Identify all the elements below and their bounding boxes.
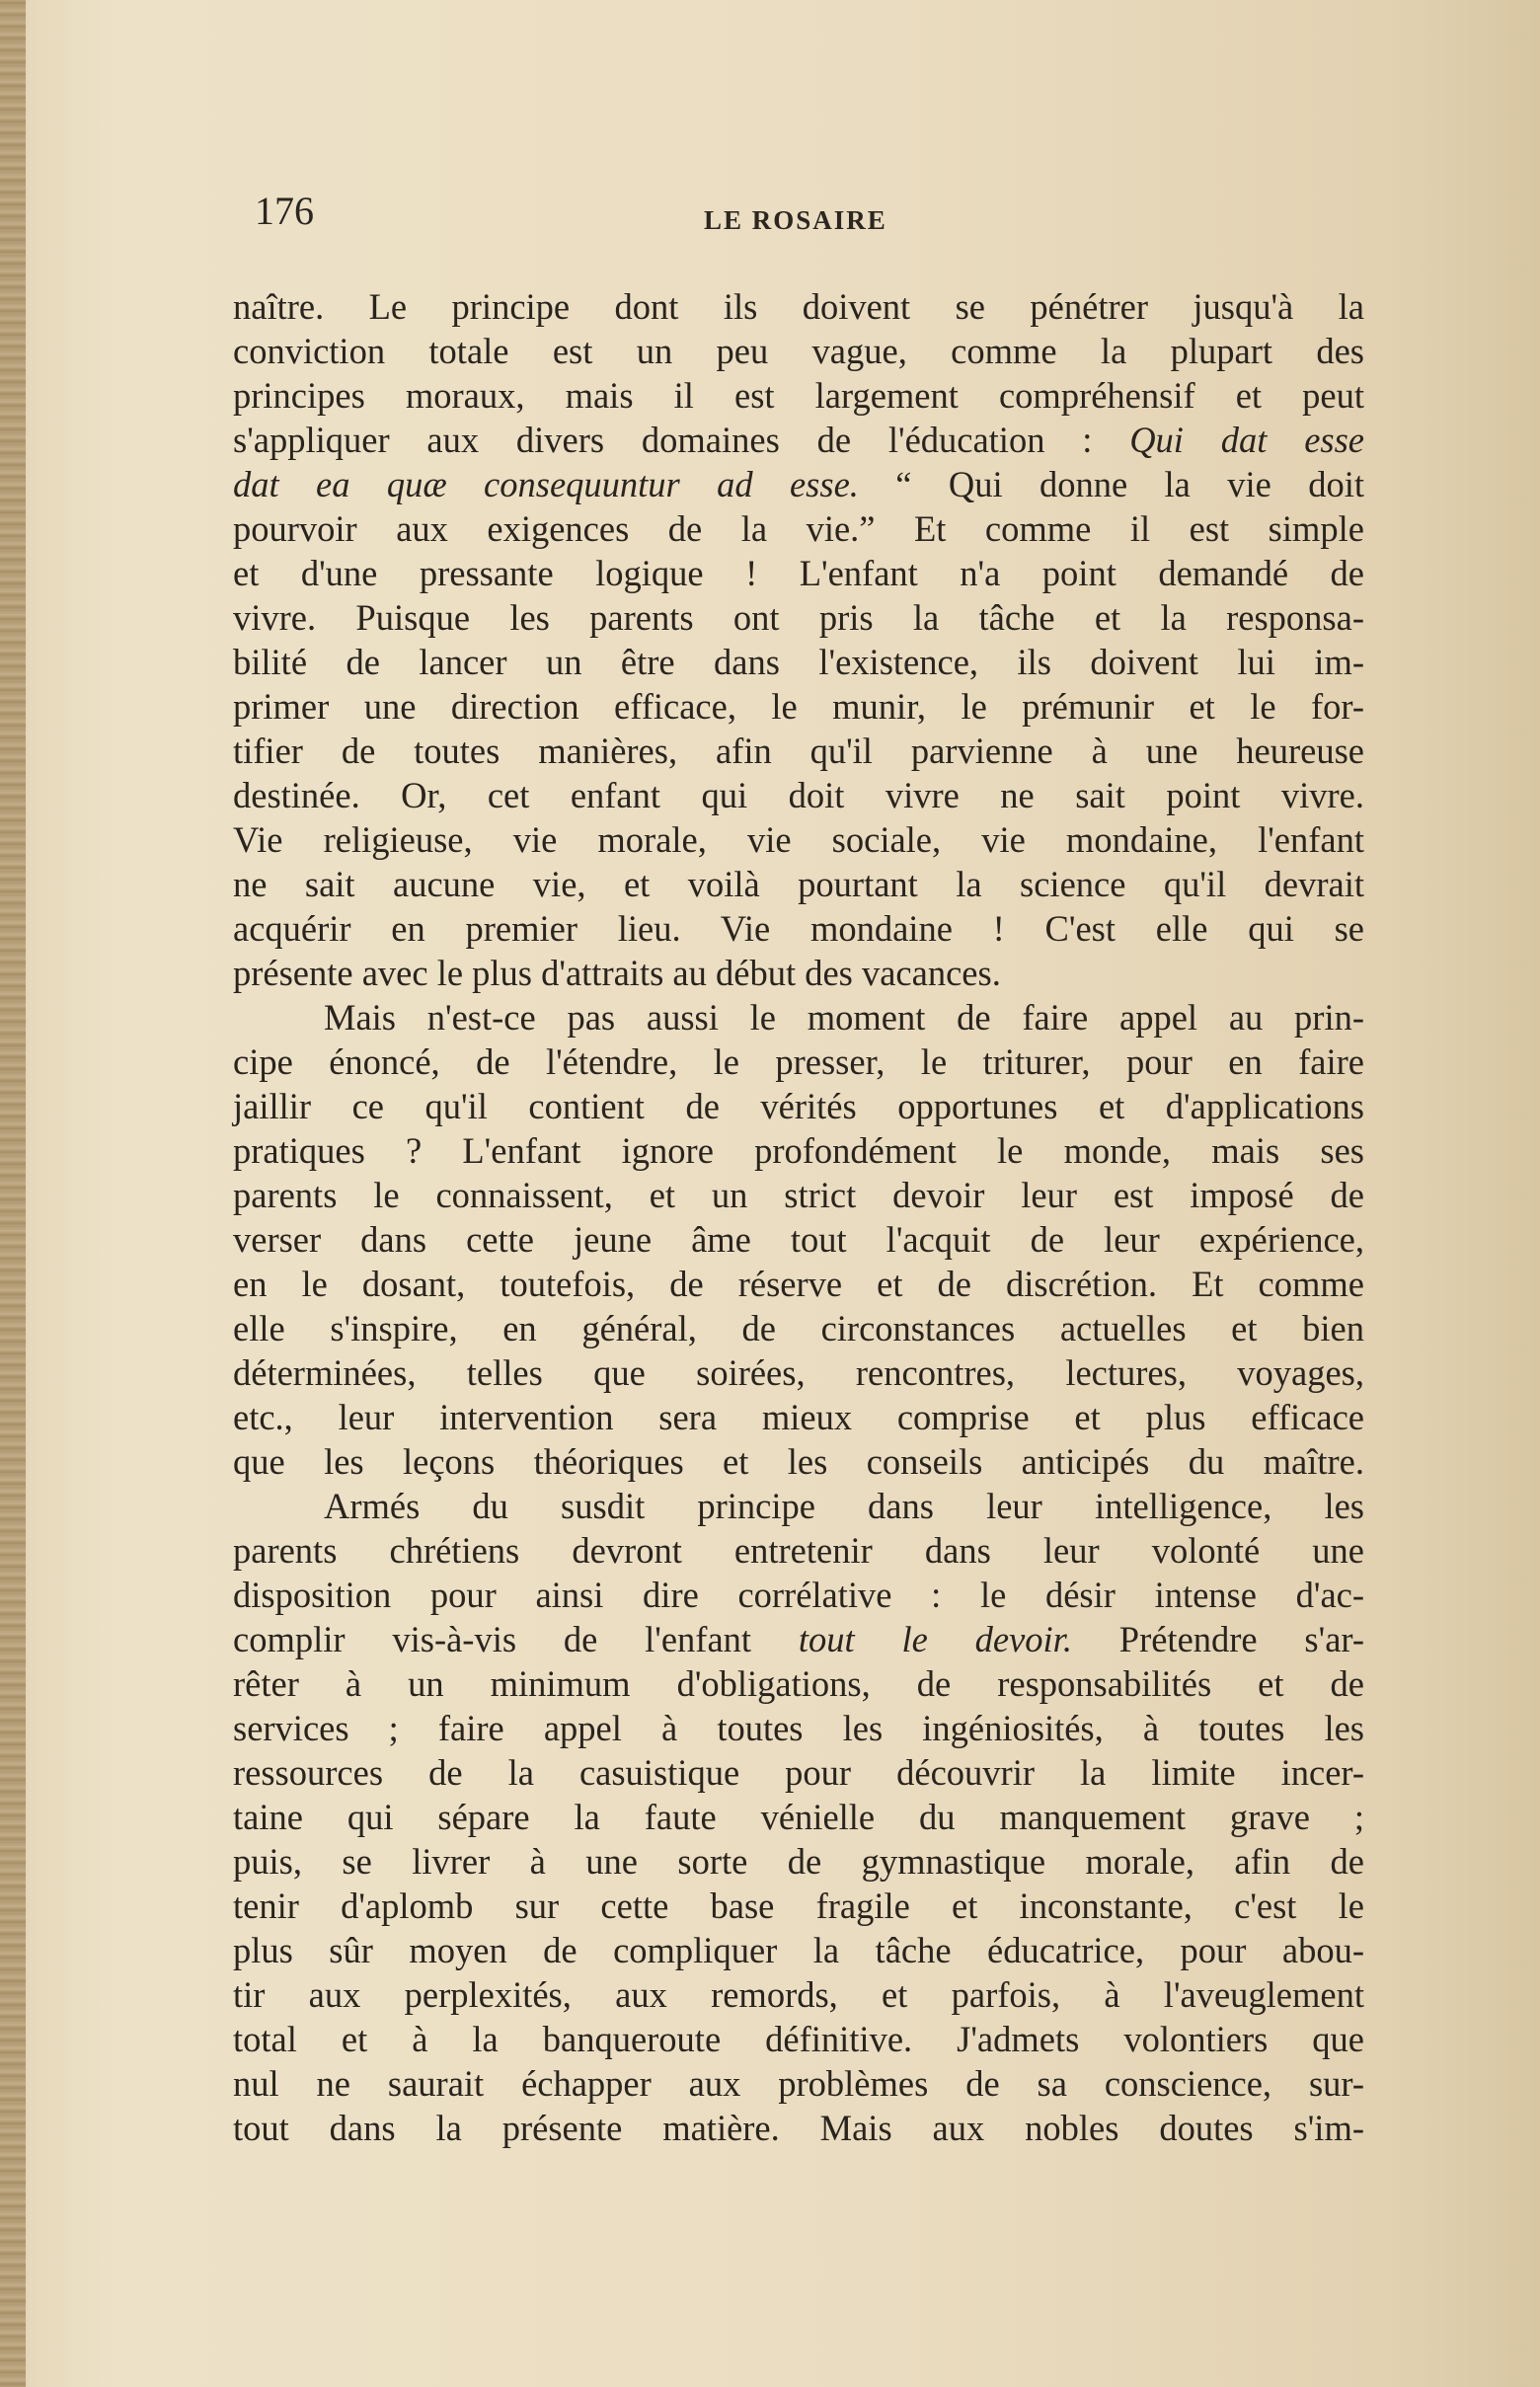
text-line: acquérir en premier lieu. Vie mondaine ! C'est elle qui se bbox=[233, 908, 1364, 949]
text-line: et d'une pressante logique ! L'enfant n'a point demandé de bbox=[233, 553, 1364, 593]
text-line: Armés du susdit principe dans leur intelligence, les bbox=[324, 1486, 1364, 1526]
text-line: plus sûr moyen de compliquer la tâche éducatrice, pour abou- bbox=[233, 1930, 1364, 1970]
text-line: elle s'inspire, en général, de circonstances actuelles et bien bbox=[233, 1308, 1364, 1348]
text-line: déterminées, telles que soirées, rencontres, lectures, voyages, bbox=[233, 1352, 1364, 1393]
text-line: tenir d'aplomb sur cette base fragile et inconstante, c'est le bbox=[233, 1886, 1364, 1926]
text-line: primer une direction efficace, le munir, le prémunir et le for- bbox=[233, 686, 1364, 727]
text-line: Mais n'est-ce pas aussi le moment de faire appel au prin- bbox=[324, 997, 1364, 1038]
body-text bbox=[233, 284, 1364, 2150]
text-line: ne sait aucune vie, et voilà pourtant la science qu'il devrait bbox=[233, 864, 1364, 904]
text-line: destinée. Or, cet enfant qui doit vivre ne sait point vivre. bbox=[233, 775, 1364, 815]
text-line bbox=[233, 418, 1364, 462]
text-line bbox=[233, 1617, 1364, 1661]
text-segment: s'appliquer aux divers domaines de l'éducation : bbox=[233, 420, 1130, 460]
text-line: naître. Le principe dont ils doivent se pénétrer jusqu'à la bbox=[233, 286, 1364, 327]
text-line: principes moraux, mais il est largement compréhensif et peut bbox=[233, 375, 1364, 416]
text-line: total et à la banqueroute définitive. J'admets volontiers que bbox=[233, 2019, 1364, 2059]
page-header bbox=[255, 188, 1370, 247]
latin-quote: Qui dat esse bbox=[1129, 420, 1365, 460]
running-title: LE ROSAIRE bbox=[704, 205, 887, 235]
text-line: etc., leur intervention sera mieux comprise et plus efficace bbox=[233, 1397, 1364, 1437]
text-line: présente avec le plus d'attraits au début des vacances. bbox=[233, 953, 1001, 993]
text-line: puis, se livrer à une sorte de gymnastique morale, afin de bbox=[233, 1841, 1364, 1882]
text-line: jaillir ce qu'il contient de vérités opportunes et d'applications bbox=[233, 1086, 1364, 1126]
text-line: disposition pour ainsi dire corrélative : le désir intense d'ac- bbox=[233, 1575, 1364, 1615]
latin-quote: dat ea quæ consequuntur ad esse. bbox=[233, 464, 859, 504]
text-line: cipe énoncé, de l'étendre, le presser, le triturer, pour en faire bbox=[233, 1041, 1364, 1082]
text-line: ressources de la casuistique pour découvrir la limite incer- bbox=[233, 1752, 1364, 1793]
text-line: rêter à un minimum d'obligations, de responsabilités et de bbox=[233, 1663, 1364, 1704]
text-line: conviction totale est un peu vague, comme la plupart des bbox=[233, 331, 1364, 371]
text-line: nul ne saurait échapper aux problèmes de sa conscience, sur- bbox=[233, 2063, 1364, 2104]
text-line bbox=[233, 462, 1364, 506]
text-line: verser dans cette jeune âme tout l'acquit de leur expérience, bbox=[233, 1219, 1364, 1260]
text-line: tifier de toutes manières, afin qu'il parvienne à une heureuse bbox=[233, 731, 1364, 771]
text-segment: “ Qui donne la vie doit bbox=[858, 464, 1364, 504]
text-line: vivre. Puisque les parents ont pris la tâche et la responsa- bbox=[233, 597, 1364, 638]
text-segment: Prétendre s'ar- bbox=[1071, 1619, 1364, 1659]
emphasis: tout le devoir. bbox=[798, 1619, 1072, 1659]
text-line: taine qui sépare la faute vénielle du manquement grave ; bbox=[233, 1797, 1364, 1837]
text-line: bilité de lancer un être dans l'existence, ils doivent lui im- bbox=[233, 642, 1364, 682]
book-gutter bbox=[0, 0, 26, 2387]
text-line: services ; faire appel à toutes les ingéniosités, à toutes les bbox=[233, 1708, 1364, 1748]
page-number: 176 bbox=[255, 189, 314, 233]
text-line: parents le connaissent, et un strict devoir leur est imposé de bbox=[233, 1175, 1364, 1215]
text-line: pratiques ? L'enfant ignore profondément le monde, mais ses bbox=[233, 1130, 1364, 1171]
text-line: tir aux perplexités, aux remords, et parfois, à l'aveuglement bbox=[233, 1974, 1364, 2015]
text-line: Vie religieuse, vie morale, vie sociale, vie mondaine, l'enfant bbox=[233, 819, 1364, 860]
text-segment: complir vis-à-vis de l'enfant bbox=[233, 1619, 799, 1659]
text-line: que les leçons théoriques et les conseils anticipés du maître. bbox=[233, 1441, 1364, 1482]
text-line: en le dosant, toutefois, de réserve et de discrétion. Et comme bbox=[233, 1264, 1364, 1304]
text-line: pourvoir aux exigences de la vie.” Et comme il est simple bbox=[233, 508, 1364, 549]
text-line: parents chrétiens devront entretenir dans leur volonté une bbox=[233, 1530, 1364, 1571]
text-line: tout dans la présente matière. Mais aux nobles doutes s'im- bbox=[233, 2108, 1364, 2148]
